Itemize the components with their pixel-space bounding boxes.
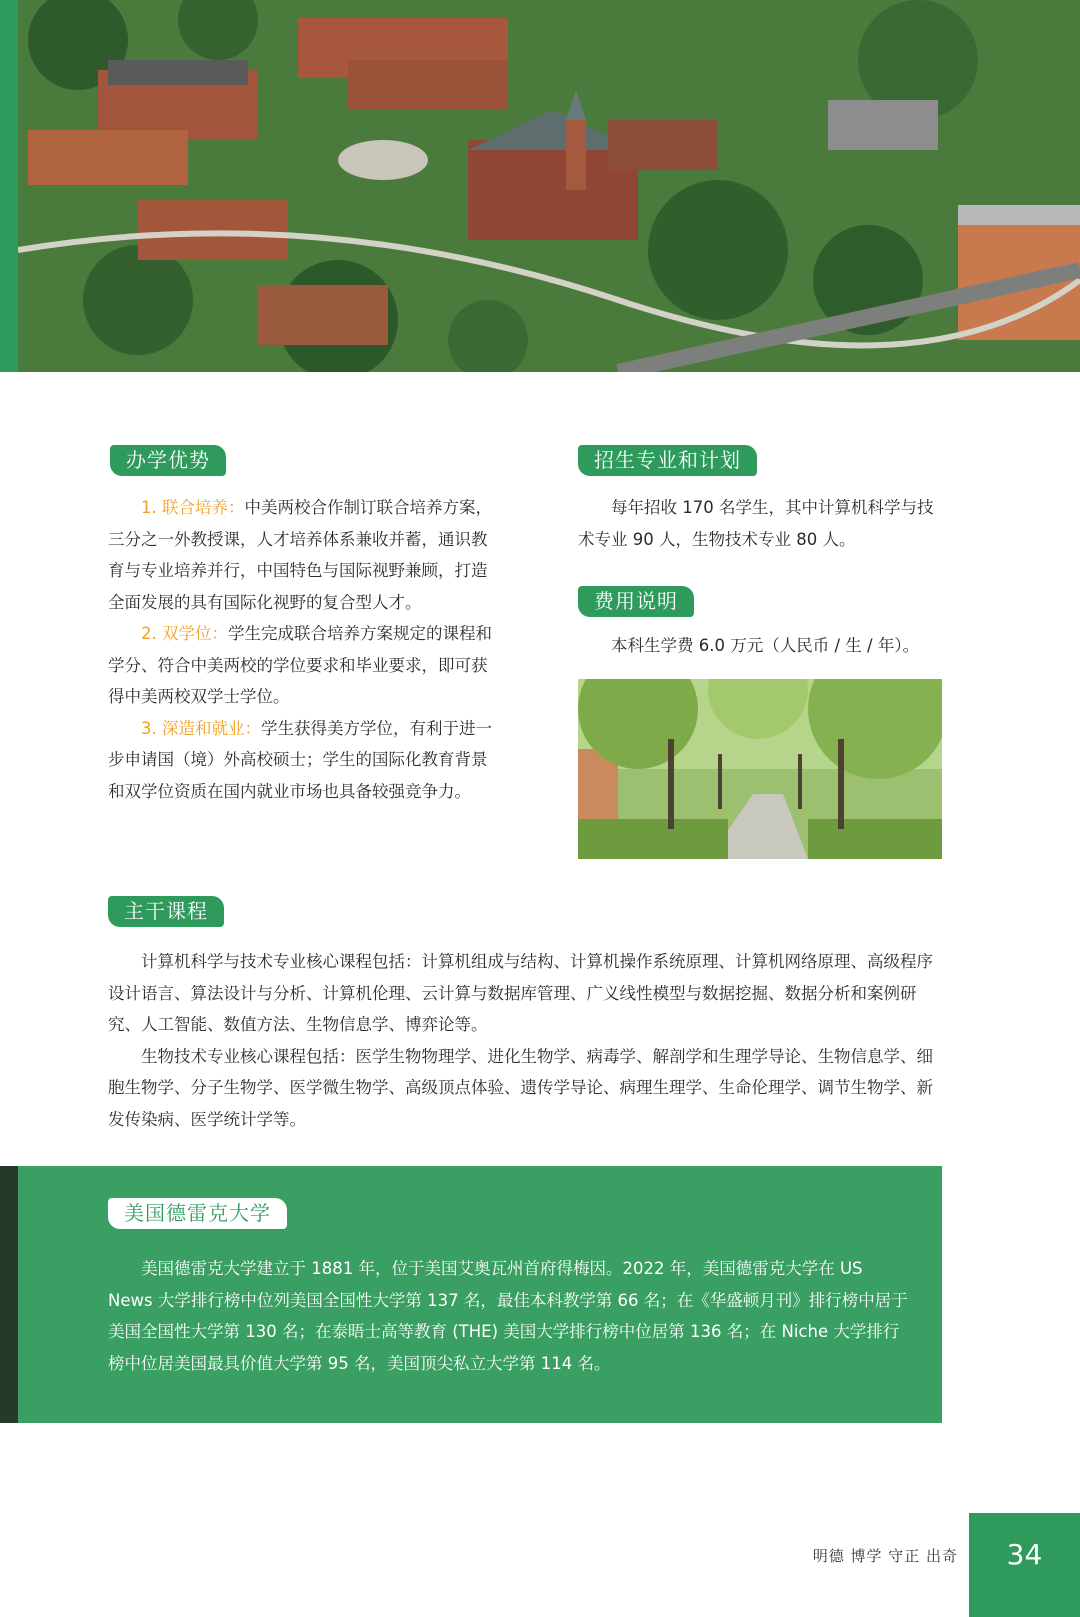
enrollment-paragraph: 每年招收 170 名学生，其中计算机科学与技术专业 90 人，生物技术专业 80 人。 [578,498,934,549]
advantage-item [108,618,498,713]
section-title-enrollment: 招生专业和计划 [578,445,757,476]
section-title-courses: 主干课程 [108,896,224,927]
section-title-fees: 费用说明 [578,586,694,617]
fees-text [578,630,958,662]
left-accent-stripe [0,0,18,372]
advantage-body: 中美两校合作制订联合培养方案，三分之一外教授课，人才培养体系兼收并蓄，通识教育与专业培养并行，中国特色与国际视野兼顾，打造全面发展的具有国际化视野的复合型人才。 [108,498,492,612]
advantage-lead: 2. 双学位： [141,624,228,643]
campus-aerial-photo [18,0,1080,372]
section-title-advantages: 办学优势 [110,445,226,476]
footer-motto: 明德 博学 守正 出奇 [812,1547,958,1565]
section-title-drake: 美国德雷克大学 [108,1198,287,1229]
courses-bio-paragraph: 生物技术专业核心课程包括：医学生物物理学、进化生物学、病毒学、解剖学和生理学导论、生物信息学、细胞生物学、分子生物学、医学微生物学、高级顶点体验、遗传学导论、病理生理学、生命伦理学、调节生物学、新发传染病、医学统计学等。 [108,1046,933,1129]
courses-cs-paragraph: 计算机科学与技术专业核心课程包括：计算机组成与结构、计算机操作系统原理、计算机网络原理、高级程序设计语言、算法设计与分析、计算机伦理、云计算与数据库管理、广义线性模型与数据挖掘、数据分析和案例研究、人工智能、数值方法、生物信息学、博弈论等。 [108,952,933,1034]
courses-text [108,946,942,1135]
page-number: 34 [969,1513,1080,1617]
fees-paragraph: 本科生学费 6.0 万元（人民币 / 生 / 年）。 [611,636,920,655]
drake-text [108,1253,908,1379]
advantage-item [108,492,498,618]
advantage-lead: 1. 联合培养： [141,498,245,517]
advantages-text [108,492,498,807]
advantage-lead: 3. 深造和就业： [141,718,261,738]
photo-edge-strip [0,1166,18,1423]
tree-lined-walkway-photo [578,679,942,859]
enrollment-text [578,492,948,555]
drake-paragraph: 美国德雷克大学建立于 1881 年，位于美国艾奥瓦州首府得梅因。2022 年，美国德雷克大学在 US News 大学排行榜中位列美国全国性大学第 137 名，最佳本科教学第 66 名；在《华盛顿月刊》排行榜中居于美国全国性大学第 130 名；在泰晤士高等教育 (THE) 美国大学排行榜中位居第 136 名；在 Niche 大学排行榜中位居美国最具价值大学第 95 名，美国顶尖私立大学第 114 名。 [108,1259,908,1373]
advantage-body: 学生获得美方学位，有利于进一步申请国（境）外高校硕士；学生的国际化教育背景和双学位资质在国内就业市场也具备较强竞争力。 [108,718,492,801]
advantage-body: 学生完成联合培养方案规定的课程和学分、符合中美两校的学位要求和毕业要求，即可获得中美两校双学士学位。 [108,624,492,706]
advantage-item [108,713,498,808]
